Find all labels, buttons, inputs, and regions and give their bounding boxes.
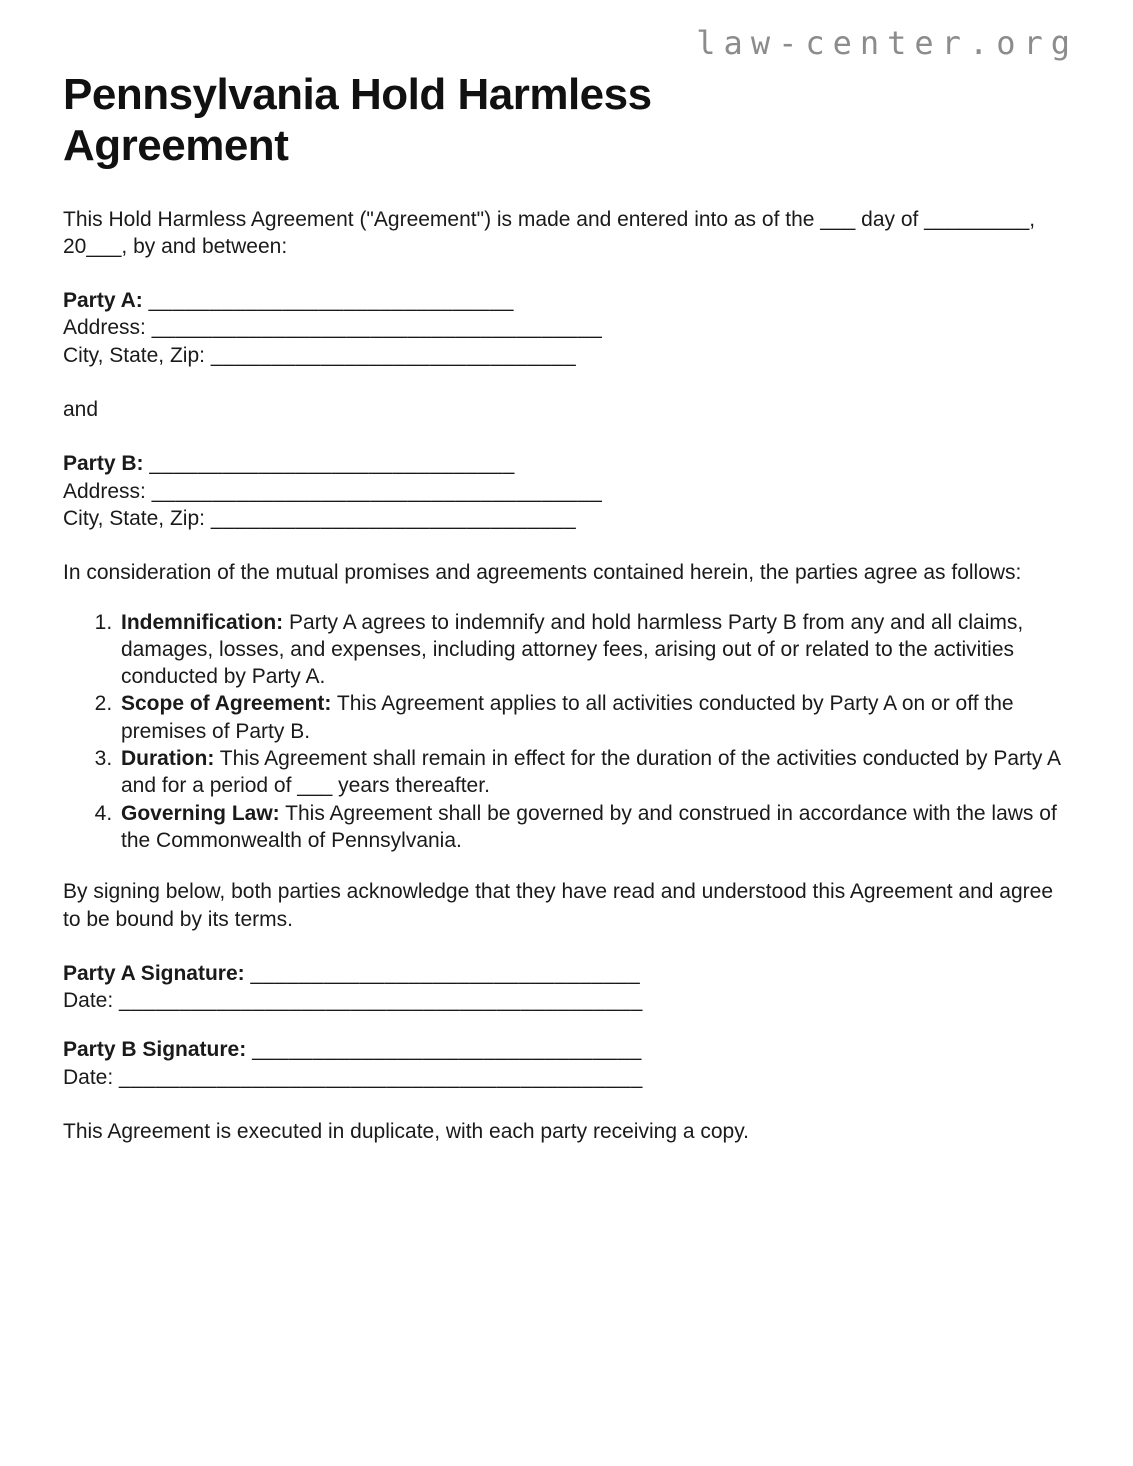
term-duration-label: Duration: — [121, 747, 215, 771]
party-b-signature-block — [63, 1036, 1070, 1091]
party-a-label: Party A: — [63, 289, 143, 313]
brand-watermark: law-center.org — [696, 24, 1078, 62]
party-b-date-blank: ___________________________________________ — [119, 1065, 643, 1089]
party-b-date-label: Date: — [63, 1065, 114, 1089]
term-indemnification-text: Party A agrees to indemnify and hold harmless Party B from any and all claims, damages, losses, and expenses, including attorney fees, arising out of or related to the activities conducted by Party A. — [121, 610, 1024, 689]
term-scope — [118, 690, 1070, 745]
party-b-signature-blank: ________________________________ — [252, 1038, 642, 1062]
party-a-city-blank: ______________________________ — [210, 343, 577, 367]
party-a-name-blank: ______________________________ — [148, 289, 514, 313]
party-b-city-blank: ______________________________ — [210, 506, 577, 530]
party-b-city-label: City, State, Zip: — [63, 506, 205, 530]
party-a-signature-block — [63, 960, 1070, 1015]
term-governing-law — [118, 800, 1070, 855]
term-indemnification — [118, 609, 1070, 691]
execution-note: This Agreement is executed in duplicate, with each party receiving a copy. — [63, 1120, 749, 1143]
party-a-signature-blank: ________________________________ — [250, 961, 641, 985]
intro-paragraph: This Hold Harmless Agreement ("Agreement") is made and entered into as of the ___ day of _________, 20___, by and between: — [63, 207, 1036, 258]
party-a-date-blank: ___________________________________________ — [119, 989, 643, 1013]
party-a-date-label: Date: — [63, 989, 114, 1013]
term-duration — [118, 745, 1070, 800]
term-scope-label: Scope of Agreement: — [121, 692, 332, 716]
party-b-address-blank: _____________________________________ — [151, 479, 603, 503]
term-governing-law-label: Governing Law: — [121, 801, 280, 825]
term-governing-law-text: This Agreement shall be governed by and construed in accordance with the laws of the Commonwealth of Pennsylvania. — [121, 801, 1057, 852]
party-a-address-label: Address: — [63, 316, 146, 340]
connector-text: and — [63, 398, 99, 422]
party-b-label: Party B: — [63, 452, 144, 476]
consideration-paragraph: In consideration of the mutual promises and agreements contained herein, the parties agree as follows: — [63, 561, 1022, 585]
acknowledgment-paragraph: By signing below, both parties acknowledge that they have read and understood this Agreement and agree to be bound by its terms. — [63, 880, 1054, 931]
party-b-name-blank: ______________________________ — [149, 452, 515, 476]
document-title: Pennsylvania Hold Harmless Agreement — [63, 70, 652, 170]
term-indemnification-label: Indemnification: — [121, 610, 284, 634]
party-a-signature-label: Party A Signature: — [63, 961, 245, 985]
party-a-city-label: City, State, Zip: — [63, 343, 205, 367]
party-a-address-blank: _____________________________________ — [151, 316, 603, 340]
terms-list — [63, 609, 1070, 855]
term-scope-text: This Agreement applies to all activities conducted by Party A on or off the premises of Party B. — [121, 692, 1014, 743]
party-b-address-label: Address: — [63, 479, 146, 503]
party-b-signature-label: Party B Signature: — [63, 1038, 247, 1062]
term-duration-text: This Agreement shall remain in effect for the duration of the activities conducted by Party A and for a period of ___ years thereafter. — [121, 747, 1060, 798]
party-a-block — [63, 287, 1070, 369]
party-b-block — [63, 450, 1070, 532]
